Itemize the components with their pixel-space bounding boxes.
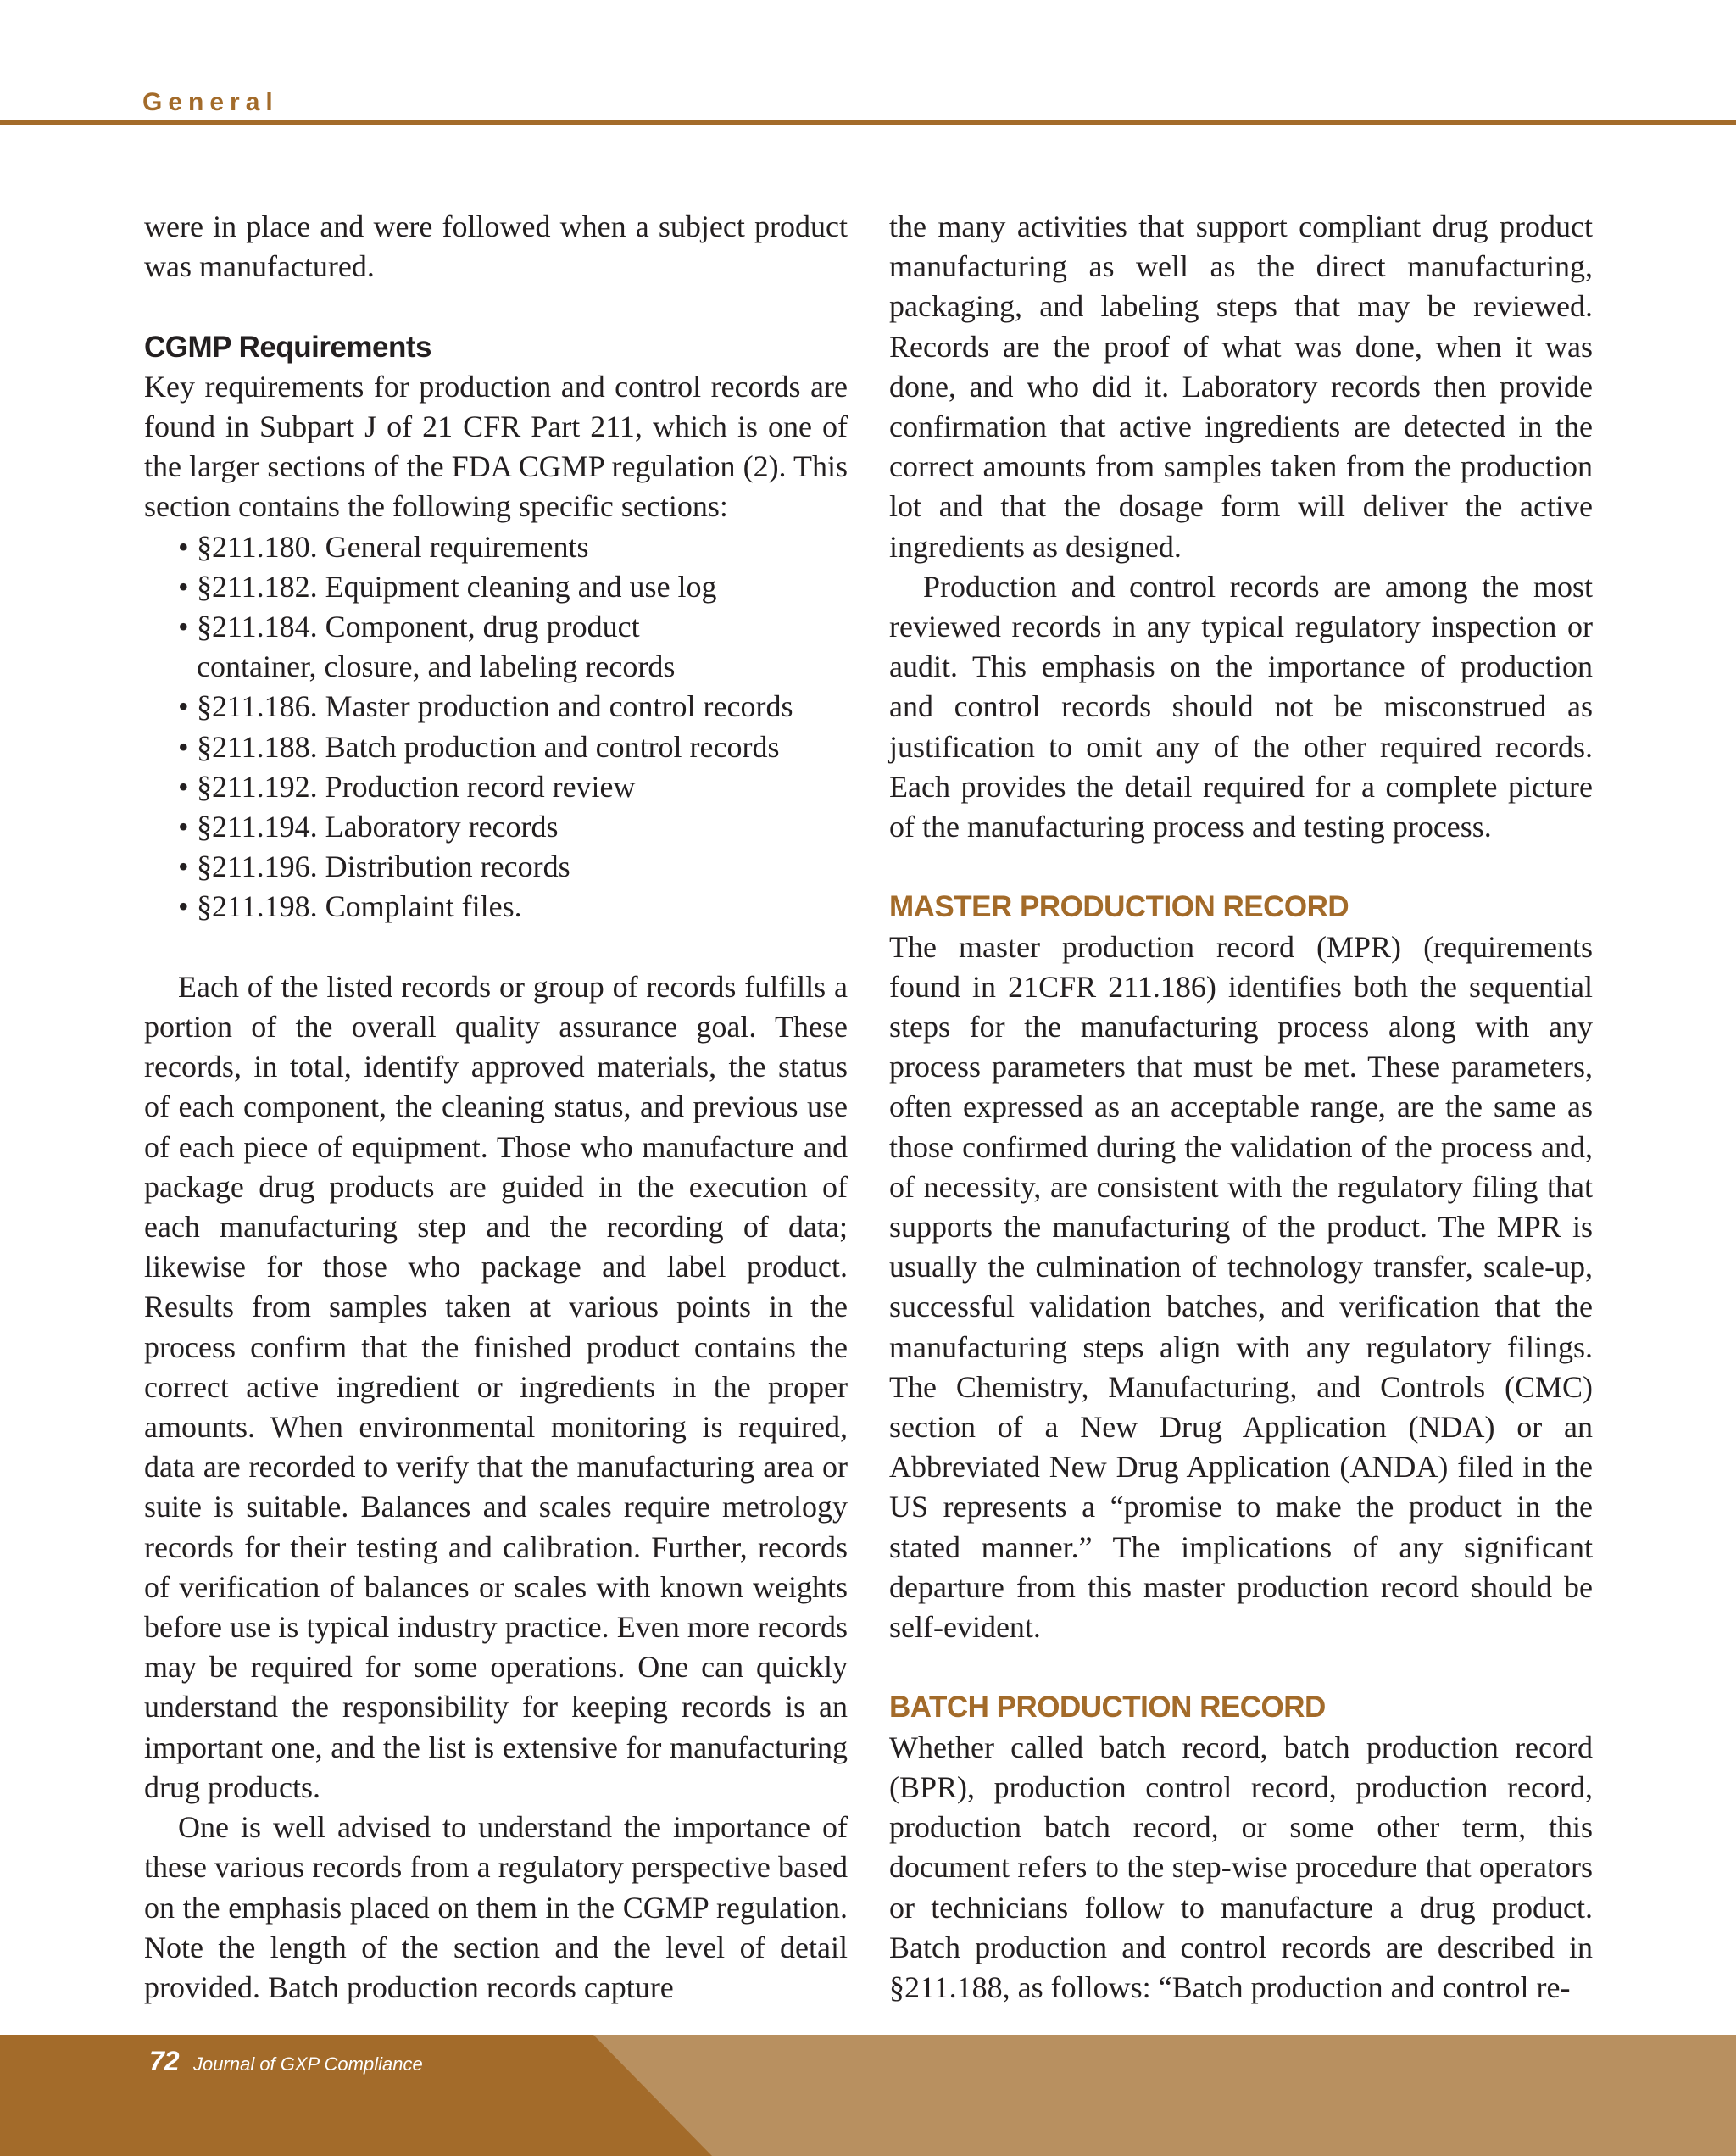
cgmp-intro-paragraph: Key requirements for production and control records are found in Subpart J of 21 CFR Part 211, which is one of the larger sections of the FDA CGMP regulation (2). This section contains the following specific sections: bbox=[144, 369, 848, 524]
spacer bbox=[889, 1647, 1593, 1687]
list-item: • §211.184. Component, drug product container, closure, and labeling records bbox=[178, 607, 722, 687]
list-item: • §211.198. Complaint files. bbox=[178, 887, 848, 927]
right-continuation-paragraph: the many activities that support compliant drug product manufacturing as well as the direct manufacturing, packaging, and labeling steps that may be reviewed. Records are the proof of what was done, when it was done, and who did it. Laboratory records then provide confirmation that active ingredients are detected in the correct amounts from samples taken from the production lot and that the dosage form will deliver the active ingredients as designed. bbox=[889, 209, 1593, 564]
section-label: General bbox=[142, 88, 279, 116]
header-rule bbox=[0, 120, 1736, 125]
cfr-sections-list bbox=[144, 527, 848, 928]
left-column bbox=[144, 207, 848, 2008]
list-item: • §211.196. Distribution records bbox=[178, 847, 848, 887]
list-item: • §211.188. Batch production and control records bbox=[178, 727, 848, 767]
cgmp-requirements-heading: CGMP Requirements bbox=[144, 330, 431, 364]
list-item: • §211.186. Master production and control records bbox=[178, 687, 848, 727]
batch-production-record-heading: BATCH PRODUCTION RECORD bbox=[889, 1691, 1326, 1724]
mpr-paragraph: The master production record (MPR) (requirements found in 21CFR 211.186) identifies both the sequential steps for the manufacturing process along with any process parameters that must be met. These parameters, often expressed as an acceptable range, are the same as those confirmed during the validation of the process and, of necessity, are consistent with the regulatory filing that supports the manufacturing of the product. The MPR is usually the culmination of technology transfer, scale-up, successful validation batches, and verification that the manufacturing steps align with any regulatory filings. The Chemistry, Manufacturing, and Controls (CMC) section of a New Drug Application (NDA) or an Abbreviated New Drug Application (ANDA) filed in the US represents a “promise to make the product in the stated manner.” The implications of any significant departure from this master production record should be self-evident. bbox=[889, 929, 1593, 1645]
spacer bbox=[889, 847, 1593, 887]
footer-text bbox=[149, 2046, 423, 2077]
list-item: • §211.194. Laboratory records bbox=[178, 807, 848, 847]
bpr-paragraph: Whether called batch record, batch production record (BPR), production control record, production record, production batch record, or some other term, this document refers to the step-wise procedure that operators or technicians follow to manufacture a drug product. Batch production and control records are described in §211.188, as follows: “Batch production and control re- bbox=[889, 1730, 1593, 2004]
left-continuation-paragraph: were in place and were followed when a subject product was manufactured. bbox=[144, 209, 848, 284]
journal-title: Journal of GXP Compliance bbox=[193, 2053, 423, 2075]
page-number: 72 bbox=[149, 2046, 180, 2076]
reviewed-records-paragraph: Production and control records are among the most reviewed records in any typical regulatory inspection or audit. This emphasis on the importance of production and control records should not be misconstrued as justification to omit any of the other required records. Each provides the detail required for a complete picture of the manufacturing process and testing process. bbox=[889, 569, 1593, 844]
master-production-record-heading: MASTER PRODUCTION RECORD bbox=[889, 890, 1349, 924]
list-item: • §211.192. Production record review bbox=[178, 767, 848, 807]
list-item: • §211.180. General requirements bbox=[178, 527, 848, 567]
list-item: • §211.182. Equipment cleaning and use log bbox=[178, 567, 848, 607]
records-paragraph: Each of the listed records or group of records fulfills a portion of the overall quality assurance goal. These records, in total, identify approved materials, the status of each component, the cleaning status, and previous use of each piece of equipment. Those who manufacture and package drug products are guided in the execution of each manufacturing step and the recording of data; likewise for those who package and label product. Results from samples taken at various points in the process confirm that the finished product contains the correct active ingredient or ingredients in the proper amounts. When environmental monitoring is required, data are recorded to verify that the manufacturing area or suite is suitable. Balances and scales require metrology records for their testing and calibration. Further, records of verification of balances or scales with known weights before use is typical industry practice. Even more records may be required for some operations. One can quickly understand the responsibility for keeping records is an important one, and the list is extensive for manufacturing drug products. bbox=[144, 969, 848, 1804]
advised-paragraph: One is well advised to understand the importance of these various records from a regulatory perspective based on the emphasis placed on them in the CGMP regulation. Note the length of the section and the level of detail provided. Batch production records capture bbox=[144, 1810, 848, 2004]
right-column bbox=[889, 207, 1593, 2008]
spacer bbox=[144, 287, 848, 326]
spacer bbox=[144, 928, 848, 967]
